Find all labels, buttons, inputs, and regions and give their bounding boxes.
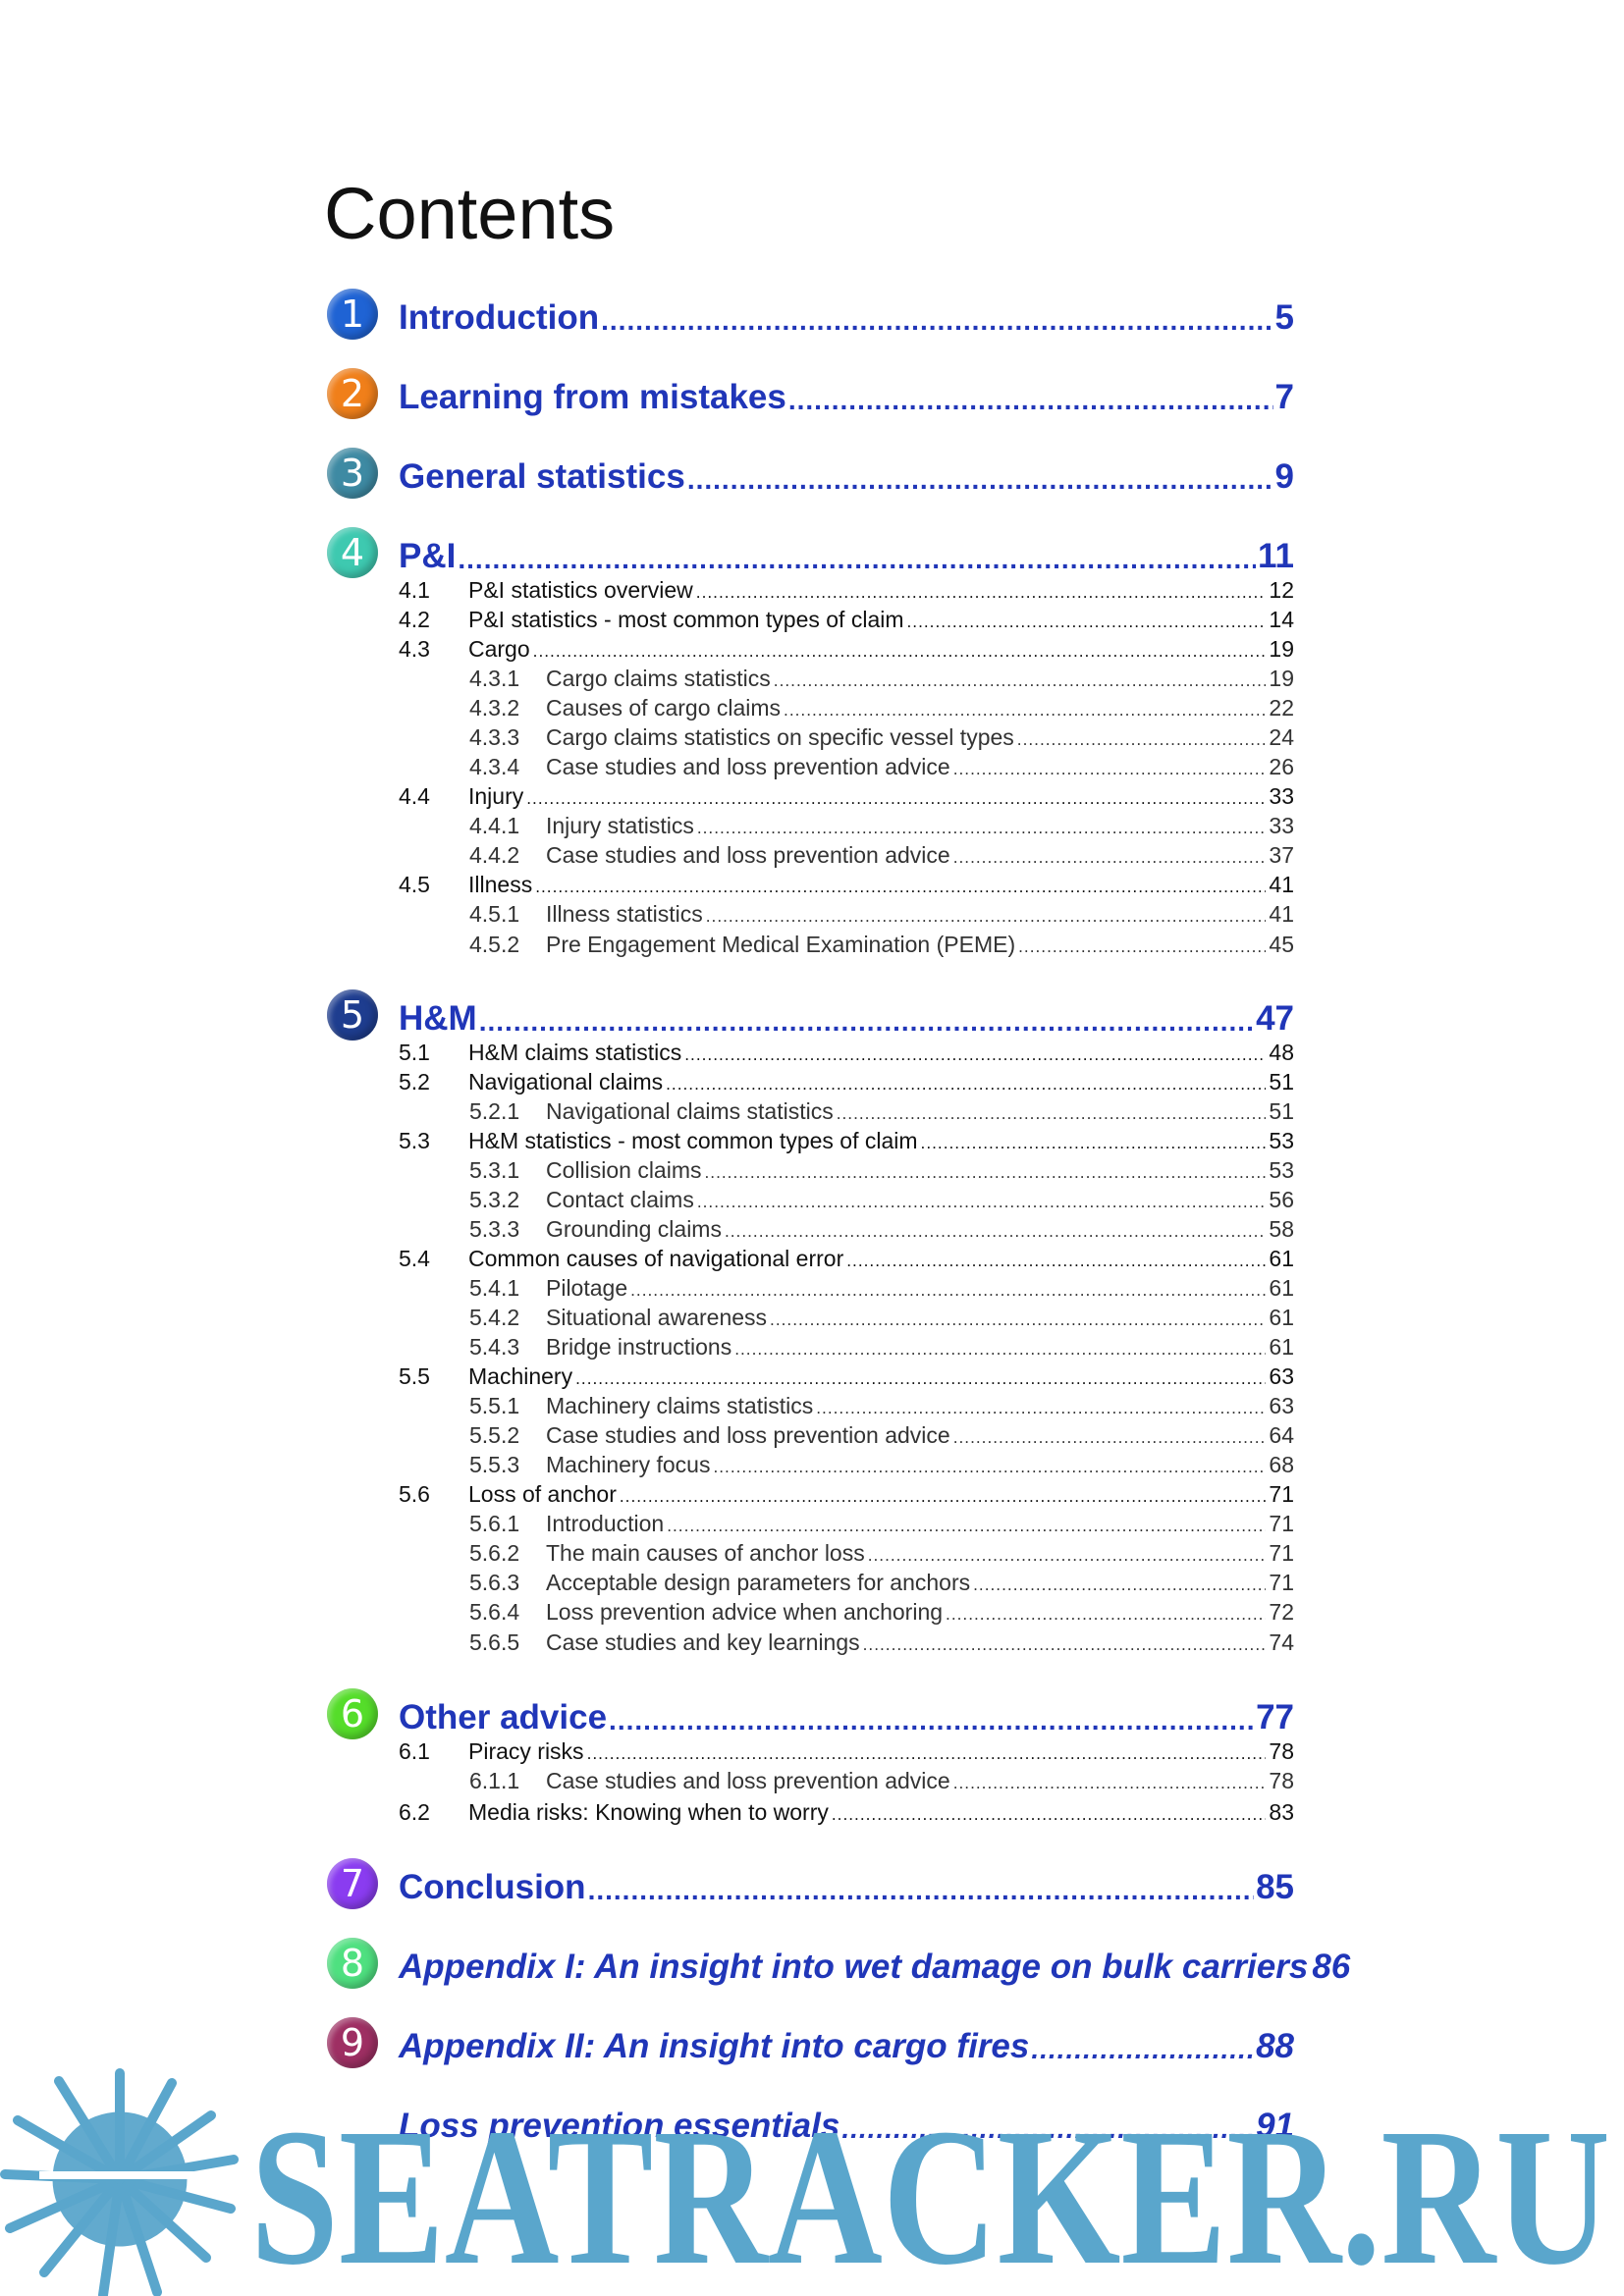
page-number: 61 bbox=[1269, 1275, 1294, 1301]
entry-label: Case studies and loss prevention advice bbox=[546, 1768, 950, 1793]
page-number: 63 bbox=[1269, 1393, 1294, 1418]
toc-entry[interactable] bbox=[399, 1125, 1294, 1154]
dot-leader bbox=[868, 1547, 1267, 1567]
toc-entry[interactable] bbox=[399, 1796, 1294, 1826]
watermark-logo bbox=[0, 2061, 1624, 2296]
toc-subentry[interactable] bbox=[469, 751, 1294, 780]
page-number: 41 bbox=[1269, 872, 1294, 897]
toc-subentry[interactable] bbox=[469, 1095, 1294, 1125]
chapter-6-badge: 6 bbox=[327, 1688, 378, 1739]
entry-label: P&I statistics - most common types of claim bbox=[468, 607, 904, 632]
page-number: 37 bbox=[1269, 842, 1294, 868]
dot-leader bbox=[533, 643, 1267, 663]
dot-leader bbox=[458, 546, 1256, 576]
dot-leader bbox=[953, 1775, 1267, 1794]
page-number: 58 bbox=[1269, 1216, 1294, 1242]
dot-leader bbox=[953, 1429, 1267, 1449]
section-number: 5.4 bbox=[399, 1246, 430, 1271]
section-number: 4.4.2 bbox=[469, 842, 520, 868]
page-number: 22 bbox=[1269, 695, 1294, 721]
entry-label: Illness bbox=[468, 872, 533, 897]
entry-label: H&M statistics - most common types of claim bbox=[468, 1128, 918, 1153]
page-number: 71 bbox=[1269, 1481, 1294, 1507]
entry-label: Illness statistics bbox=[546, 901, 703, 927]
section-number: 4.4 bbox=[399, 783, 430, 809]
dot-leader bbox=[921, 1135, 1267, 1154]
entry-label: Cargo claims statistics on specific vessel types bbox=[546, 724, 1014, 750]
watermark-text: SEATRACKER.RU bbox=[250, 2089, 1610, 2296]
toc-entry[interactable] bbox=[399, 1478, 1294, 1508]
section-number: 4.2 bbox=[399, 607, 430, 632]
dot-leader bbox=[666, 1076, 1266, 1095]
toc-subentry[interactable] bbox=[469, 839, 1294, 869]
dot-leader bbox=[587, 1745, 1267, 1765]
section-number: 5.5.2 bbox=[469, 1422, 520, 1448]
dot-leader bbox=[601, 307, 1272, 338]
dot-leader bbox=[479, 1008, 1254, 1039]
dot-leader bbox=[526, 790, 1266, 810]
entry-label: Situational awareness bbox=[546, 1305, 768, 1330]
entry-label: Machinery bbox=[468, 1363, 573, 1389]
chapter-label: Appendix I: An insight into wet damage on bulk carriers bbox=[399, 1948, 1309, 1986]
toc-chapter-handm[interactable] bbox=[399, 991, 1294, 1039]
page-number: 47 bbox=[1256, 999, 1294, 1038]
entry-label: Causes of cargo claims bbox=[546, 695, 782, 721]
dot-leader bbox=[770, 1311, 1266, 1331]
entry-label: Grounding claims bbox=[546, 1216, 722, 1242]
dot-leader bbox=[725, 1223, 1266, 1243]
section-number: 4.3.1 bbox=[469, 666, 520, 691]
dot-leader bbox=[696, 584, 1267, 604]
toc-subentry[interactable] bbox=[469, 1184, 1294, 1213]
page-number: 53 bbox=[1269, 1157, 1294, 1183]
page-number: 72 bbox=[1269, 1599, 1294, 1625]
toc-chapter-appendix-2[interactable] bbox=[399, 2019, 1294, 2066]
toc-entry[interactable] bbox=[399, 869, 1294, 898]
chapter-5-badge: 5 bbox=[327, 989, 378, 1041]
chapter-3-badge: 3 bbox=[327, 448, 378, 499]
toc-subentry[interactable] bbox=[469, 1567, 1294, 1596]
chapter-label: Learning from mistakes bbox=[399, 378, 786, 416]
entry-label: Injury bbox=[468, 783, 524, 809]
page-number: 88 bbox=[1256, 2027, 1294, 2065]
page-number: 64 bbox=[1269, 1422, 1294, 1448]
entry-label: Injury statistics bbox=[546, 813, 694, 838]
toc-subentry[interactable] bbox=[469, 1390, 1294, 1419]
dot-leader bbox=[588, 1877, 1255, 1907]
dot-leader bbox=[713, 1459, 1266, 1478]
dot-leader bbox=[609, 1707, 1254, 1737]
toc-subentry[interactable] bbox=[469, 1596, 1294, 1626]
entry-label: Machinery claims statistics bbox=[546, 1393, 814, 1418]
dot-leader bbox=[784, 702, 1266, 721]
chapter-label: Loss prevention essentials bbox=[399, 2107, 840, 2145]
toc-entry[interactable] bbox=[399, 574, 1294, 604]
page-title: Contents bbox=[324, 173, 616, 254]
chapter-label: Introduction bbox=[399, 298, 600, 337]
chapter-9-badge: 9 bbox=[327, 2017, 378, 2068]
dot-leader bbox=[816, 1400, 1266, 1419]
section-number: 5.6.2 bbox=[469, 1540, 520, 1566]
dot-leader bbox=[973, 1576, 1266, 1596]
section-number: 5.6.4 bbox=[469, 1599, 520, 1625]
page-number: 7 bbox=[1274, 378, 1294, 416]
dot-leader bbox=[953, 849, 1267, 869]
section-number: 4.5.2 bbox=[469, 932, 520, 957]
page-number: 83 bbox=[1269, 1799, 1294, 1825]
entry-label: Pre Engagement Medical Examination (PEME) bbox=[546, 932, 1016, 957]
dot-leader bbox=[697, 1194, 1267, 1213]
toc-entry[interactable] bbox=[399, 1243, 1294, 1272]
chapter-label: Other advice bbox=[399, 1698, 608, 1736]
page-number: 5 bbox=[1274, 298, 1294, 337]
toc-chapter-general-statistics[interactable] bbox=[399, 450, 1294, 497]
dot-leader bbox=[706, 908, 1267, 928]
chapter-label: Conclusion bbox=[399, 1868, 586, 1906]
page-number: 78 bbox=[1269, 1738, 1294, 1764]
toc-chapter-other-advice[interactable] bbox=[399, 1690, 1294, 1737]
section-number: 4.3.3 bbox=[469, 724, 520, 750]
page-number: 9 bbox=[1274, 457, 1294, 496]
section-number: 5.6.3 bbox=[469, 1570, 520, 1595]
dot-leader bbox=[734, 1341, 1266, 1361]
section-number: 4.1 bbox=[399, 577, 430, 603]
page-number: 19 bbox=[1269, 636, 1294, 662]
page-number: 74 bbox=[1269, 1629, 1294, 1655]
dot-leader bbox=[684, 1046, 1266, 1066]
page-number: 11 bbox=[1258, 537, 1294, 575]
toc-subentry[interactable] bbox=[469, 1419, 1294, 1449]
toc-subentry[interactable] bbox=[469, 1272, 1294, 1302]
dot-leader bbox=[535, 879, 1266, 898]
toc-chapter-pandi[interactable] bbox=[399, 529, 1294, 576]
section-number: 5.6 bbox=[399, 1481, 430, 1507]
dot-leader bbox=[575, 1370, 1266, 1390]
toc-entry[interactable] bbox=[399, 1037, 1294, 1066]
dot-leader bbox=[774, 672, 1267, 692]
toc-subentry[interactable] bbox=[469, 1627, 1294, 1656]
page-number: 51 bbox=[1269, 1098, 1294, 1124]
section-number: 6.1.1 bbox=[469, 1768, 520, 1793]
page-number: 61 bbox=[1269, 1305, 1294, 1330]
section-number: 5.4.3 bbox=[469, 1334, 520, 1360]
section-number: 5.5.3 bbox=[469, 1452, 520, 1477]
section-number: 5.3.2 bbox=[469, 1187, 520, 1212]
entry-label: The main causes of anchor loss bbox=[546, 1540, 865, 1566]
section-number: 5.1 bbox=[399, 1040, 430, 1065]
dot-leader bbox=[846, 1253, 1266, 1272]
toc-subentry[interactable] bbox=[469, 663, 1294, 692]
chapter-2-badge: 2 bbox=[327, 368, 378, 419]
section-number: 6.2 bbox=[399, 1799, 430, 1825]
toc-entry[interactable] bbox=[399, 1361, 1294, 1390]
page-number: 61 bbox=[1269, 1334, 1294, 1360]
toc-subentry[interactable] bbox=[469, 1213, 1294, 1243]
chapter-4-badge: 4 bbox=[327, 527, 378, 578]
chapter-label: P&I bbox=[399, 537, 457, 575]
page-number: 33 bbox=[1269, 813, 1294, 838]
dot-leader bbox=[1018, 938, 1266, 958]
dot-leader bbox=[788, 387, 1273, 417]
entry-label: Case studies and key learnings bbox=[546, 1629, 860, 1655]
entry-label: Cargo bbox=[468, 636, 530, 662]
entry-label: Loss of anchor bbox=[468, 1481, 617, 1507]
page-number: 63 bbox=[1269, 1363, 1294, 1389]
page-number: 53 bbox=[1269, 1128, 1294, 1153]
entry-label: Bridge instructions bbox=[546, 1334, 732, 1360]
page-number: 71 bbox=[1269, 1540, 1294, 1566]
entry-label: Collision claims bbox=[546, 1157, 702, 1183]
dot-leader bbox=[832, 1806, 1267, 1826]
page-number: 71 bbox=[1269, 1570, 1294, 1595]
page-number: 48 bbox=[1269, 1040, 1294, 1065]
section-number: 4.5.1 bbox=[469, 901, 520, 927]
entry-label: Case studies and loss prevention advice bbox=[546, 842, 950, 868]
section-number: 5.5.1 bbox=[469, 1393, 520, 1418]
section-number: 5.4.2 bbox=[469, 1305, 520, 1330]
dot-leader bbox=[1017, 731, 1267, 751]
dot-leader bbox=[837, 1105, 1267, 1125]
toc-chapter-conclusion[interactable] bbox=[399, 1860, 1294, 1907]
section-number: 4.4.1 bbox=[469, 813, 520, 838]
toc-subentry[interactable] bbox=[469, 929, 1294, 958]
page-number: 14 bbox=[1269, 607, 1294, 632]
page-number: 68 bbox=[1269, 1452, 1294, 1477]
dot-leader bbox=[687, 466, 1273, 497]
toc-subentry[interactable] bbox=[469, 1508, 1294, 1537]
page-number: 86 bbox=[1312, 1948, 1351, 1986]
toc-subentry[interactable] bbox=[469, 1154, 1294, 1184]
page-number: 41 bbox=[1269, 901, 1294, 927]
page-number: 56 bbox=[1269, 1187, 1294, 1212]
entry-label: Case studies and loss prevention advice bbox=[546, 1422, 950, 1448]
toc-entry[interactable] bbox=[399, 1735, 1294, 1765]
page-number: 91 bbox=[1256, 2107, 1294, 2145]
toc-chapter-learning-from-mistakes[interactable] bbox=[399, 370, 1294, 417]
page-number: 24 bbox=[1269, 724, 1294, 750]
page-number: 85 bbox=[1256, 1868, 1294, 1906]
dot-leader bbox=[667, 1518, 1266, 1537]
toc-subentry[interactable] bbox=[469, 1302, 1294, 1331]
entry-label: Media risks: Knowing when to worry bbox=[468, 1799, 829, 1825]
dot-leader bbox=[946, 1606, 1266, 1626]
toc-entry[interactable] bbox=[399, 604, 1294, 633]
section-number: 5.6.5 bbox=[469, 1629, 520, 1655]
toc-chapter-appendix-1[interactable] bbox=[399, 1940, 1351, 1987]
toc-subentry[interactable] bbox=[469, 898, 1294, 928]
entry-label: Navigational claims bbox=[468, 1069, 664, 1095]
toc-subentry[interactable] bbox=[469, 810, 1294, 839]
entry-label: Piracy risks bbox=[468, 1738, 584, 1764]
sun-burst-icon bbox=[5, 2073, 234, 2295]
dot-leader bbox=[630, 1282, 1266, 1302]
entry-label: Machinery focus bbox=[546, 1452, 711, 1477]
dot-leader bbox=[704, 1164, 1266, 1184]
toc-subentry[interactable] bbox=[469, 1449, 1294, 1478]
section-number: 5.2.1 bbox=[469, 1098, 520, 1124]
toc-subentry[interactable] bbox=[469, 692, 1294, 721]
chapter-label: Appendix II: An insight into cargo fires bbox=[399, 2027, 1030, 2065]
toc-subentry[interactable] bbox=[469, 1765, 1294, 1794]
section-number: 4.3.2 bbox=[469, 695, 520, 721]
entry-label: Case studies and loss prevention advice bbox=[546, 754, 950, 779]
chapter-1-badge: 1 bbox=[327, 289, 378, 340]
entry-label: P&I statistics overview bbox=[468, 577, 693, 603]
section-number: 6.1 bbox=[399, 1738, 430, 1764]
section-number: 5.4.1 bbox=[469, 1275, 520, 1301]
page-number: 51 bbox=[1269, 1069, 1294, 1095]
page-number: 61 bbox=[1269, 1246, 1294, 1271]
section-number: 5.3.3 bbox=[469, 1216, 520, 1242]
entry-label: Acceptable design parameters for anchors bbox=[546, 1570, 971, 1595]
page-number: 12 bbox=[1269, 577, 1294, 603]
entry-label: Pilotage bbox=[546, 1275, 628, 1301]
entry-label: Navigational claims statistics bbox=[546, 1098, 834, 1124]
entry-label: Introduction bbox=[546, 1511, 665, 1536]
chapter-label: General statistics bbox=[399, 457, 685, 496]
dot-leader bbox=[953, 761, 1267, 780]
toc-subentry[interactable] bbox=[469, 1331, 1294, 1361]
page-number: 45 bbox=[1269, 932, 1294, 957]
page-number: 33 bbox=[1269, 783, 1294, 809]
section-number: 5.5 bbox=[399, 1363, 430, 1389]
toc-entry[interactable] bbox=[399, 780, 1294, 810]
page-number: 78 bbox=[1269, 1768, 1294, 1793]
page-number: 77 bbox=[1256, 1698, 1294, 1736]
chapter-label: H&M bbox=[399, 999, 477, 1038]
entry-label: Common causes of navigational error bbox=[468, 1246, 844, 1271]
chapter-7-badge: 7 bbox=[327, 1858, 378, 1909]
toc-chapter-introduction[interactable] bbox=[399, 291, 1294, 338]
entry-label: Loss prevention advice when anchoring bbox=[546, 1599, 944, 1625]
section-number: 4.5 bbox=[399, 872, 430, 897]
entry-label: Cargo claims statistics bbox=[546, 666, 771, 691]
toc-subentry[interactable] bbox=[469, 721, 1294, 751]
toc-entry[interactable] bbox=[399, 1066, 1294, 1095]
chapter-8-badge: 8 bbox=[327, 1938, 378, 1989]
page-number: 71 bbox=[1269, 1511, 1294, 1536]
page-number: 19 bbox=[1269, 666, 1294, 691]
toc-subentry[interactable] bbox=[469, 1537, 1294, 1567]
dot-leader bbox=[863, 1636, 1267, 1656]
section-number: 5.3 bbox=[399, 1128, 430, 1153]
dot-leader bbox=[907, 614, 1267, 633]
entry-label: Contact claims bbox=[546, 1187, 694, 1212]
section-number: 5.3.1 bbox=[469, 1157, 520, 1183]
section-number: 5.2 bbox=[399, 1069, 430, 1095]
entry-label: H&M claims statistics bbox=[468, 1040, 682, 1065]
section-number: 5.6.1 bbox=[469, 1511, 520, 1536]
page-number: 26 bbox=[1269, 754, 1294, 779]
toc-entry[interactable] bbox=[399, 633, 1294, 663]
dot-leader bbox=[620, 1488, 1267, 1508]
dot-leader bbox=[697, 820, 1267, 839]
section-number: 4.3 bbox=[399, 636, 430, 662]
section-number: 4.3.4 bbox=[469, 754, 520, 779]
